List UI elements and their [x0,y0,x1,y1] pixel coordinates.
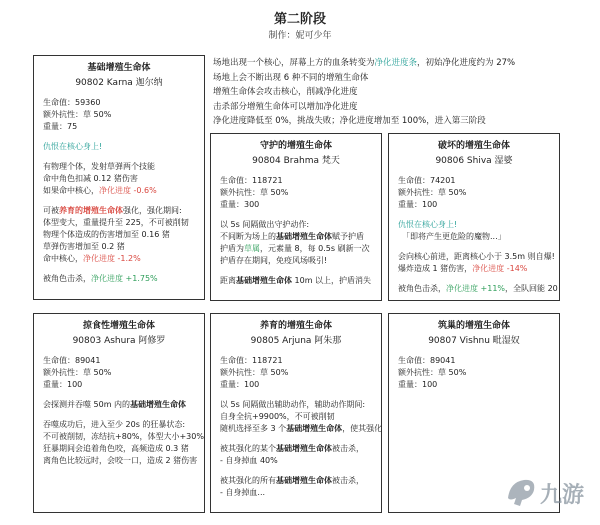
desc-line: 自身全抗+9900%，不可被削韧 [220,412,335,421]
desc-line: 如果命中核心，净化进度 -0.6% [43,186,157,195]
desc-line: 有物理个体，发射草弹两个技能 [43,162,155,171]
page-subtitle: 制作：妮可少年 [268,31,332,41]
desc-line: 可被养育的增殖生命体强化，强化期间: [43,206,182,215]
card-id: 90806 Shiva 湿婆 [435,156,513,166]
watermark-logo [500,468,592,516]
stat-weight: 重量：75 [43,122,78,131]
card-brahma [210,133,382,301]
stat-res: 额外抗性：草 50% [43,368,112,377]
card-title: 基础增殖生命体 [87,63,151,73]
card-id: 90803 Ashura 阿修罗 [72,336,166,346]
desc-line: - 自身掉血 40% [220,456,278,465]
stat-hp: 生命值：74201 [398,176,456,185]
stat-weight: 重量：300 [220,200,260,209]
intro-line: 增殖生命体会攻击核心，削减净化进度 [213,87,358,98]
desc-line: 会探测并吞噬 50m 内的基础增殖生命体 [43,400,187,409]
desc-line: 被其强化的所有基础增殖生命体被击杀， [220,476,364,485]
stat-weight: 重量：100 [43,380,83,389]
stat-res: 额外抗性：草 50% [220,368,289,377]
desc-line: 狂暴期间会追着角色咬，高频造成 0.3 猪 [43,444,189,453]
intro-line: 击杀部分增殖生命体可以增加净化进度 [213,101,358,112]
stat-weight: 重量：100 [398,380,438,389]
stat-weight: 重量：100 [220,380,260,389]
desc-line: 吞噬成功后，进入至少 20s 的狂暴状态: [43,420,186,429]
intro-text [213,56,515,129]
intro-line: 场地出现一个核心，屏幕上方的血条转变为净化进度条，初始净化进度约为 27% [213,58,516,68]
card-title: 养育的增殖生命体 [259,321,332,331]
highlight-text: 净化进度条 [374,58,418,68]
card-ashura [33,313,205,513]
desc-line: 被角色击杀，净化进度 +11%，全队回能 20 [398,284,558,293]
desc-line: 距离基础增殖生命体 10m 以上，护盾消失 [220,276,372,285]
intro-line: 净化进度降低至 0%，挑战失败；净化进度增加至 100%，进入第三阶段 [213,116,486,127]
card-title: 破坏的增殖生命体 [437,141,510,151]
quote-text: 「即将产生更危险的魔物...」 [402,232,506,241]
desc-line: 护盾存在期间，免疫风场吸引! [220,256,328,265]
stat-hp: 生命值：59360 [43,98,101,107]
card-shiva [388,133,560,301]
card-id: 90804 Brahma 梵天 [252,156,340,166]
desc-line: 命中核心，净化进度 -1.2% [43,254,141,263]
desc-line: 不间断为场上的基础增殖生命体赋予护盾 [220,232,364,241]
desc-line: 会向核心前进，距离核心小于 3.5m 则自爆! [398,252,555,261]
card-id: 90802 Karna 迦尔纳 [75,78,163,88]
desc-line: 以 5s 间隔做出辅助动作，辅助动作期间: [220,400,366,409]
desc-line: 以 5s 间隔做出守护动作: [220,220,310,229]
stat-hp: 生命值：89041 [398,356,456,365]
intro-line: 场地上会不断出现 6 种不同的增殖生命体 [213,72,369,83]
stat-hp: 生命值：118721 [220,356,283,365]
watermark-text: 九游 [540,483,585,508]
desc-line: 护盾为草属，元素量 8，每 0.5s 刷新一次 [220,244,370,253]
desc-line: 体型变大，重量提升至 225，不可被削韧 [43,218,189,227]
card-karna [33,55,205,300]
desc-line: 草弹伤害增加至 0.2 猪 [43,242,125,251]
card-arjuna [210,313,382,513]
desc-line: 命中角色扣减 0.12 猪伤害 [43,174,138,183]
desc-line: 被其强化的某个基础增殖生命体被击杀， [220,444,364,453]
card-title: 筑巢的增殖生命体 [437,321,510,331]
stat-weight: 重量：100 [398,200,438,209]
stat-hp: 生命值：118721 [220,176,283,185]
desc-line: 不可被削韧，冻结抗+80%，体型大小+30% [43,432,204,441]
desc-line: - 自身掉血... [220,488,266,497]
desc-line: 离角色比较远时，会咬一口，造成 2 猪伤害 [43,456,198,465]
desc-line: 被角色击杀，净化进度 +1.75% [43,274,158,283]
desc-line: 爆炸造成 1 猪伤害，净化进度 -14% [398,264,528,273]
desc-line: 随机选择至多 3 个基础增殖生命体，使其强化 [220,424,383,433]
desc-line: 物理个体造成的伤害增加至 0.16 猪 [43,230,170,239]
card-id: 90805 Arjuna 阿朱那 [250,336,342,346]
aggro-hint: 仇恨在核心身上! [398,220,458,229]
card-title: 守护的增殖生命体 [259,141,332,151]
stat-res: 额外抗性：草 50% [43,110,112,119]
stat-hp: 生命值：89041 [43,356,101,365]
stat-res: 额外抗性：草 50% [398,368,467,377]
card-title: 掠食性增殖生命体 [82,321,155,331]
aggro-hint: 仇恨在核心身上! [43,142,103,151]
stat-res: 额外抗性：草 50% [398,188,467,197]
stat-res: 额外抗性：草 50% [220,188,289,197]
page-title: 第二阶段 [273,12,326,27]
nine-game-logo-icon [500,468,592,516]
card-id: 90807 Vishnu 毗湿奴 [428,336,520,346]
